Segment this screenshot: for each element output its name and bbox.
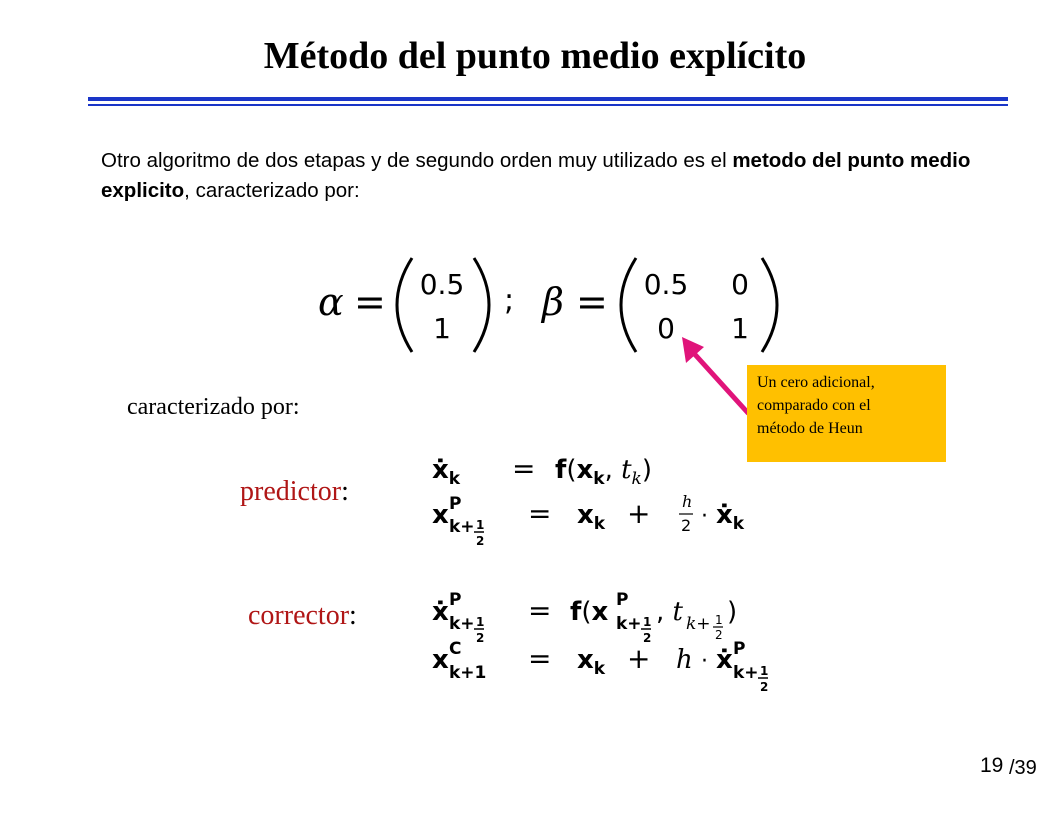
callout-line: comparado con el xyxy=(757,397,871,414)
svg-text:ẋk: ẋ$_k$ xyxy=(716,500,745,534)
intro-paragraph xyxy=(101,146,981,206)
svg-text:f(x: f(x xyxy=(570,597,609,627)
svg-text:2: 2 xyxy=(476,534,485,548)
equals: = xyxy=(528,594,552,627)
beta-symbol: β xyxy=(542,280,564,324)
svg-text:+: + xyxy=(627,642,651,675)
svg-text:1: 1 xyxy=(760,664,769,678)
svg-text:k+: k+ xyxy=(616,614,642,634)
alpha-left-paren xyxy=(397,258,412,352)
xc-k1: x xyxy=(432,645,449,675)
svg-text:P: P xyxy=(733,639,746,659)
svg-text:h: h xyxy=(676,645,693,675)
svg-text:P: P xyxy=(616,590,629,610)
svg-text:xk: $x_k$ xyxy=(577,500,606,534)
predictor-colon: : xyxy=(341,476,349,507)
equals: = xyxy=(512,452,536,485)
svg-text:k+: k+ xyxy=(449,614,475,634)
svg-text:2: 2 xyxy=(715,628,723,642)
svg-text:1: 1 xyxy=(476,615,485,629)
intro-text-1: Otro algoritmo de dos etapas y de segundo orden muy utilizado es el xyxy=(101,149,733,172)
xp-half: x xyxy=(432,500,449,530)
alpha-equals: = xyxy=(354,280,386,324)
svg-text:2: 2 xyxy=(476,631,485,645)
svg-text:1: 1 xyxy=(643,615,652,629)
svg-text:P: P xyxy=(449,590,462,610)
svg-text:k+: k+ xyxy=(733,663,759,683)
alpha-entry: 0.5 xyxy=(419,268,465,301)
beta-entry: 1 xyxy=(731,312,749,345)
svg-text:C: C xyxy=(449,639,462,659)
svg-text:k+: k+ xyxy=(686,614,711,634)
svg-text:ẋ: ẋ xyxy=(716,645,733,675)
predictor-label xyxy=(240,476,349,508)
svg-text:+: + xyxy=(627,497,651,530)
equals: = xyxy=(528,642,552,675)
svg-text:2: 2 xyxy=(760,680,769,694)
callout-line: método de Heun xyxy=(757,420,863,437)
beta-entry: 0.5 xyxy=(643,268,689,301)
intro-method-name: metodo del punto medio explicito xyxy=(101,149,971,202)
corrector-word: corrector xyxy=(248,600,350,631)
intro-text-2: , caracterizado por: xyxy=(184,179,360,202)
xdot-k: ẋ$_k$ xyxy=(432,455,461,489)
beta-equals: = xyxy=(576,280,608,324)
arrow-shaft xyxy=(690,349,748,413)
svg-text:2: 2 xyxy=(643,631,652,645)
beta-right-paren xyxy=(762,258,777,352)
rhs-f: $f(x_k$, $t_k$) xyxy=(555,455,653,489)
title-rule-thick xyxy=(88,97,1008,101)
svg-text:, t: , t xyxy=(656,597,683,627)
alpha-right-paren xyxy=(474,258,489,352)
svg-text:k+: k+ xyxy=(449,517,475,537)
matrix-separator: ; xyxy=(504,283,515,318)
svg-text:1: 1 xyxy=(715,613,723,627)
svg-text:k+1: k+1 xyxy=(449,663,487,683)
svg-text:h: h xyxy=(682,492,693,511)
beta-entry-highlighted: 0 xyxy=(657,312,675,345)
corrector-colon: : xyxy=(349,600,357,631)
predictor-word: predictor xyxy=(240,476,342,507)
svg-text:xk: $x_k$ xyxy=(577,645,606,679)
equals: = xyxy=(528,497,552,530)
beta-left-paren xyxy=(621,258,636,352)
svg-text:1: 1 xyxy=(476,518,485,532)
callout-line: Un cero adicional, xyxy=(757,374,875,391)
svg-text:·: · xyxy=(701,504,708,529)
subtitle: caracterizado por: xyxy=(127,394,300,420)
svg-text:·: · xyxy=(701,649,708,674)
slide-title: Método del punto medio explícito xyxy=(263,35,807,77)
alpha-symbol: α xyxy=(318,280,344,324)
page-number: 19 xyxy=(980,754,1004,777)
corrector-equations xyxy=(420,575,800,710)
svg-text:2: 2 xyxy=(681,516,692,535)
title-rule-thin xyxy=(88,104,1008,106)
beta-entry: 0 xyxy=(731,268,749,301)
alpha-entry: 1 xyxy=(433,312,451,345)
svg-text:): ) xyxy=(727,597,738,627)
corrector-label xyxy=(248,600,357,632)
predictor-equations xyxy=(420,445,800,563)
svg-text:P: P xyxy=(449,494,462,514)
page-total: /39 xyxy=(1009,757,1037,779)
xdot-p-half: ẋ xyxy=(432,597,449,627)
